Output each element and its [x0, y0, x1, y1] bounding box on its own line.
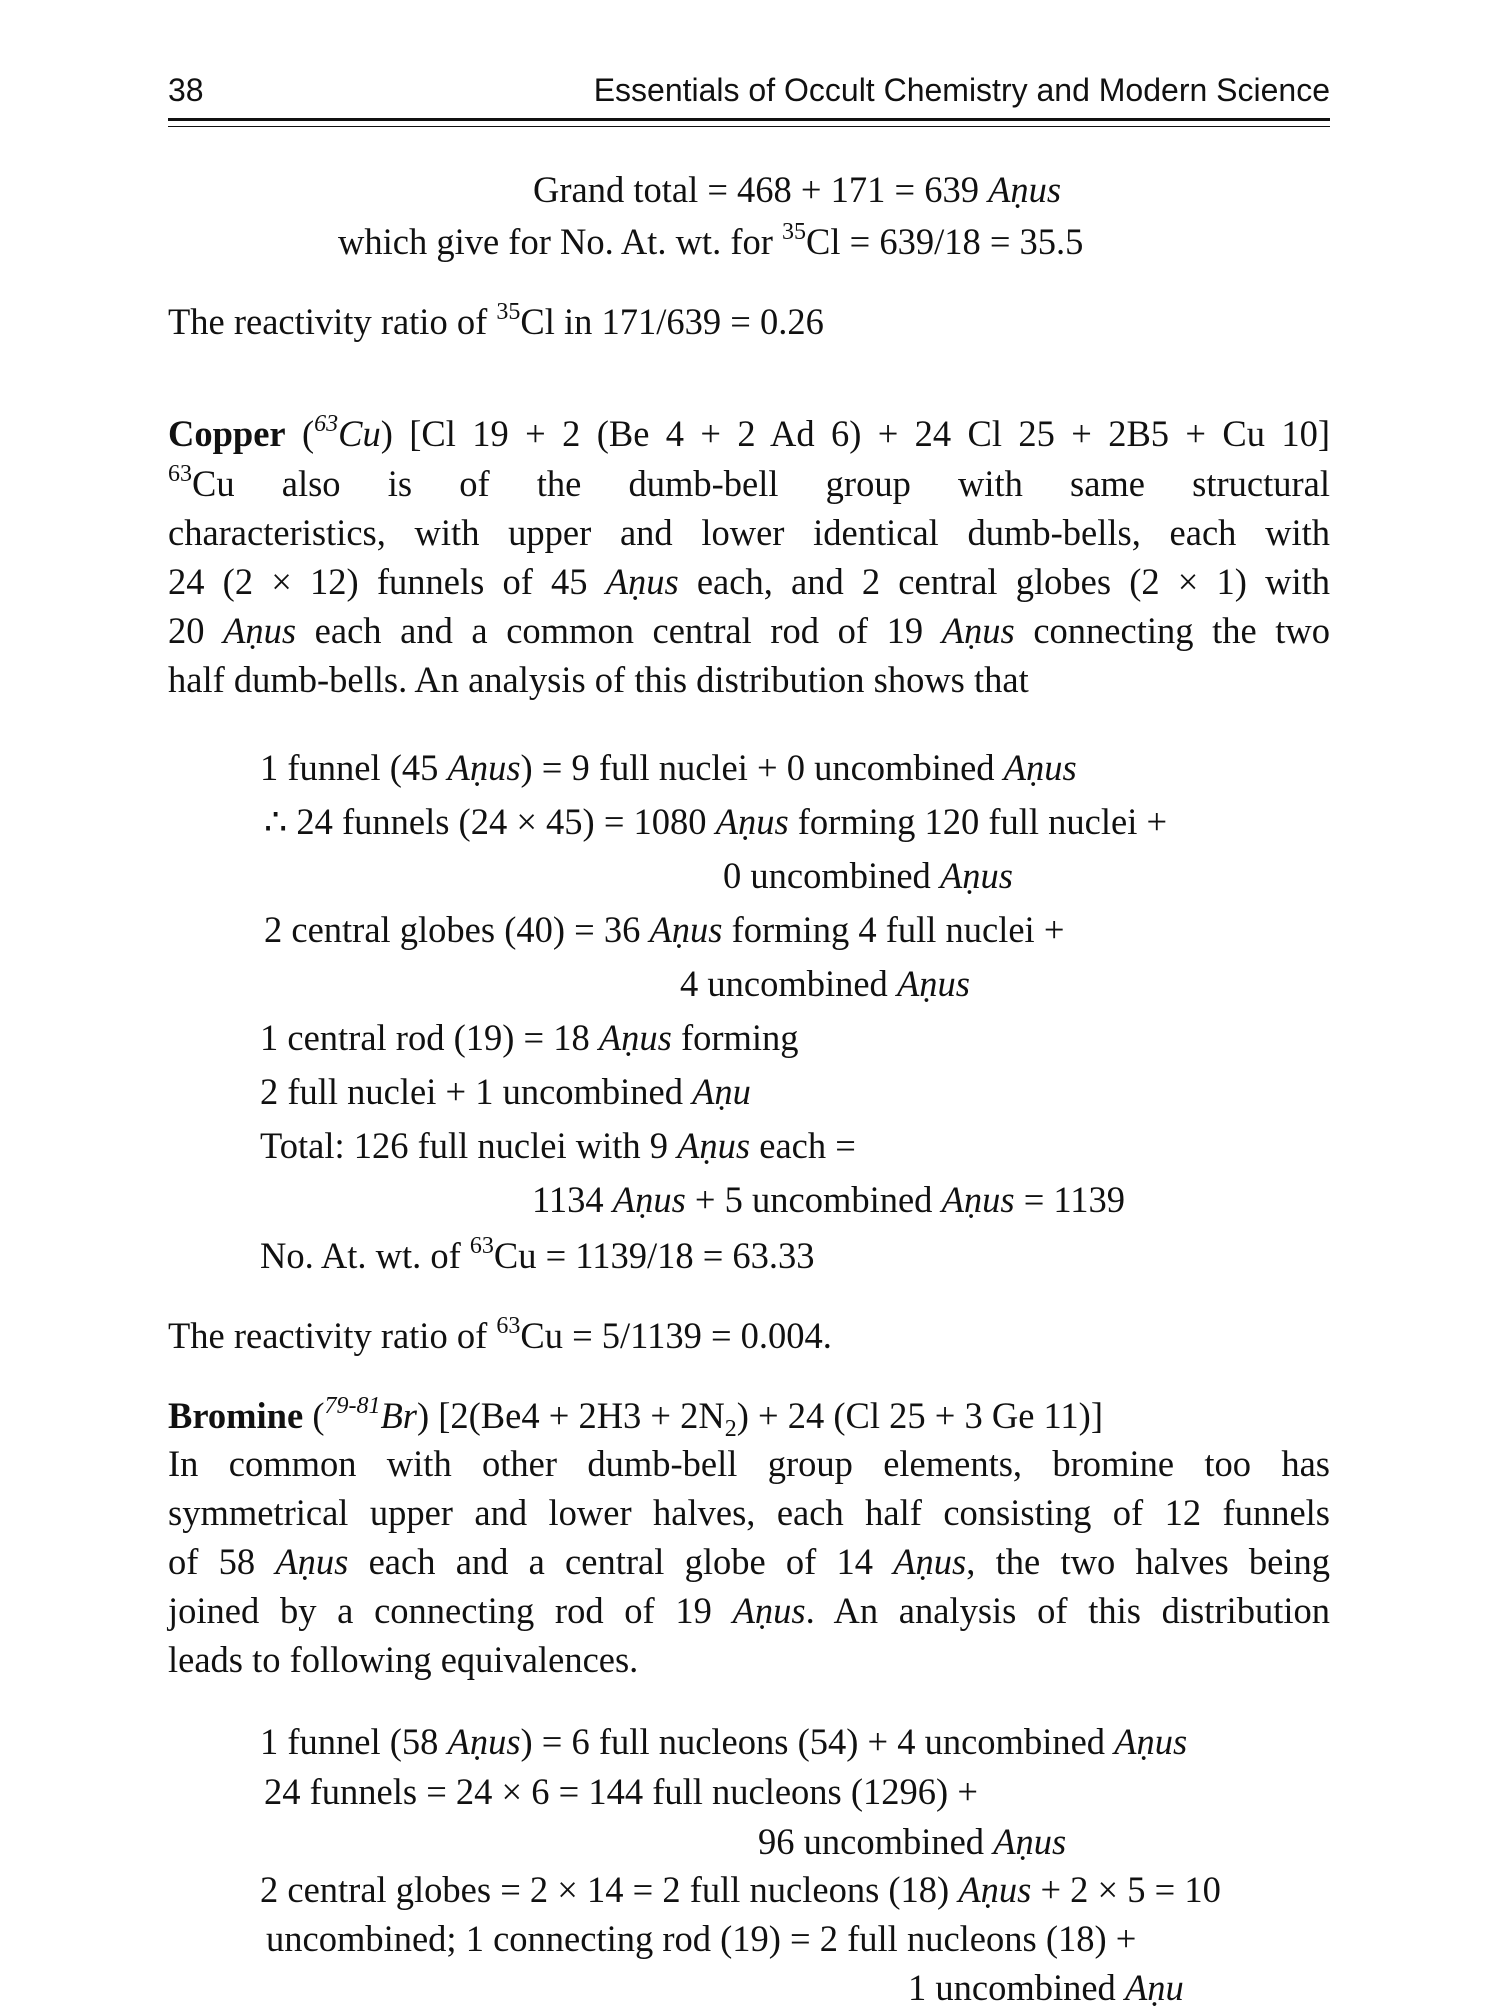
reactivity-cu-line: The reactivity ratio of $^{63}$Cu = 5/1139 = 0.004. — [168, 1313, 832, 1356]
br-calc-line: 2 central globes = 2 × 14 = 2 full nucleons (18) Aṇus + 2 × 5 = 10 — [260, 1869, 1221, 1910]
atomic-weight-cl-line: which give for No. At. wt. for $^{35}$Cl = 639/18 = 35.5 — [338, 219, 1084, 262]
br-calc-line: uncombined; 1 connecting rod (19) = 2 full nucleons (18) + — [266, 1918, 1137, 1959]
running-title: Essentials of Occult Chemistry and Modern Science — [593, 72, 1330, 108]
cu-calc-line: 2 full nuclei + 1 uncombined Aṇu — [260, 1071, 751, 1112]
page-number: 38 — [168, 72, 204, 108]
br-calc-line: 96 uncombined Aṇus — [758, 1821, 1067, 1862]
cu-calc-line: ∴ 24 funnels (24 × 45) = 1080 Aṇus forming 120 full nuclei + — [264, 801, 1168, 842]
bromine-text-line: symmetrical upper and lower halves, each half consisting of 12 funnels — [168, 1492, 1330, 1533]
running-header — [168, 66, 1330, 110]
br-calc-line: 1 funnel (58 Aṇus) = 6 full nucleons (54) + 4 uncombined Aṇus — [260, 1721, 1188, 1762]
bromine-heading: Bromine ($^{79-81}$Br) [$2(Be4 + 2H3 + 2N_2) + 24$ (Cl 25 + 3 Ge 11)] — [168, 1393, 1103, 1442]
grand-total-line: Grand total = 468 + 171 = 639 Aṇus — [533, 169, 1062, 210]
copper-text-line: characteristics, with upper and lower identical dumb-bells, each with — [168, 512, 1330, 553]
br-calc-line: 24 funnels = 24 × 6 = 144 full nucleons (1296) + — [264, 1771, 978, 1812]
reactivity-cl-line: The reactivity ratio of $^{35}$Cl in 171/639 = 0.26 — [168, 299, 824, 342]
bromine-text-line: joined by a connecting rod of 19 Aṇus. An analysis of this distribution — [168, 1590, 1330, 1631]
br-calc-line: 1 uncombined Aṇu — [908, 1967, 1184, 2008]
cu-calc-line: No. At. wt. of $^{63}$Cu = 1139/18 = 63.33 — [260, 1233, 815, 1276]
bromine-text-line: of 58 Aṇus each and a central globe of 14 Aṇus, the two halves being — [168, 1541, 1330, 1582]
copper-heading: Copper ($^{63}$Cu) [Cl 19 + 2 (Be 4 + 2 Ad 6) + 24 Cl 25 + 2B5 + Cu 10] — [168, 411, 1330, 454]
cu-calc-line: 1134 Aṇus + 5 uncombined Aṇus = 1139 — [532, 1179, 1126, 1220]
cu-calc-line: 2 central globes (40) = 36 Aṇus forming 4 full nuclei + — [264, 909, 1065, 950]
copper-text-line: 20 Aṇus each and a common central rod of 19 Aṇus connecting the two — [168, 610, 1330, 651]
cu-calc-line: 4 uncombined Aṇus — [680, 963, 970, 1004]
cu-calc-line: 1 funnel (45 Aṇus) = 9 full nuclei + 0 uncombined Aṇus — [260, 747, 1077, 788]
bromine-text-line: leads to following equivalences. — [168, 1639, 639, 1680]
cu-calc-line: Total: 126 full nuclei with 9 Aṇus each = — [260, 1125, 856, 1166]
header-rule-thin — [168, 126, 1330, 127]
bromine-text-line: In common with other dumb-bell group elements, bromine too has — [168, 1443, 1330, 1484]
copper-text-line: half dumb-bells. An analysis of this distribution shows that — [168, 659, 1029, 700]
book-page — [168, 0, 1331, 2008]
cu-calc-line: 1 central rod (19) = 18 Aṇus forming — [260, 1017, 799, 1058]
copper-text-line: $^{63}$Cu also is of the dumb-bell group with same structural — [168, 461, 1330, 504]
copper-text-line: 24 (2 × 12) funnels of 45 Aṇus each, and 2 central globes (2 × 1) with — [168, 561, 1331, 602]
header-rule-thick — [168, 118, 1330, 121]
cu-calc-line: 0 uncombined Aṇus — [723, 855, 1013, 896]
